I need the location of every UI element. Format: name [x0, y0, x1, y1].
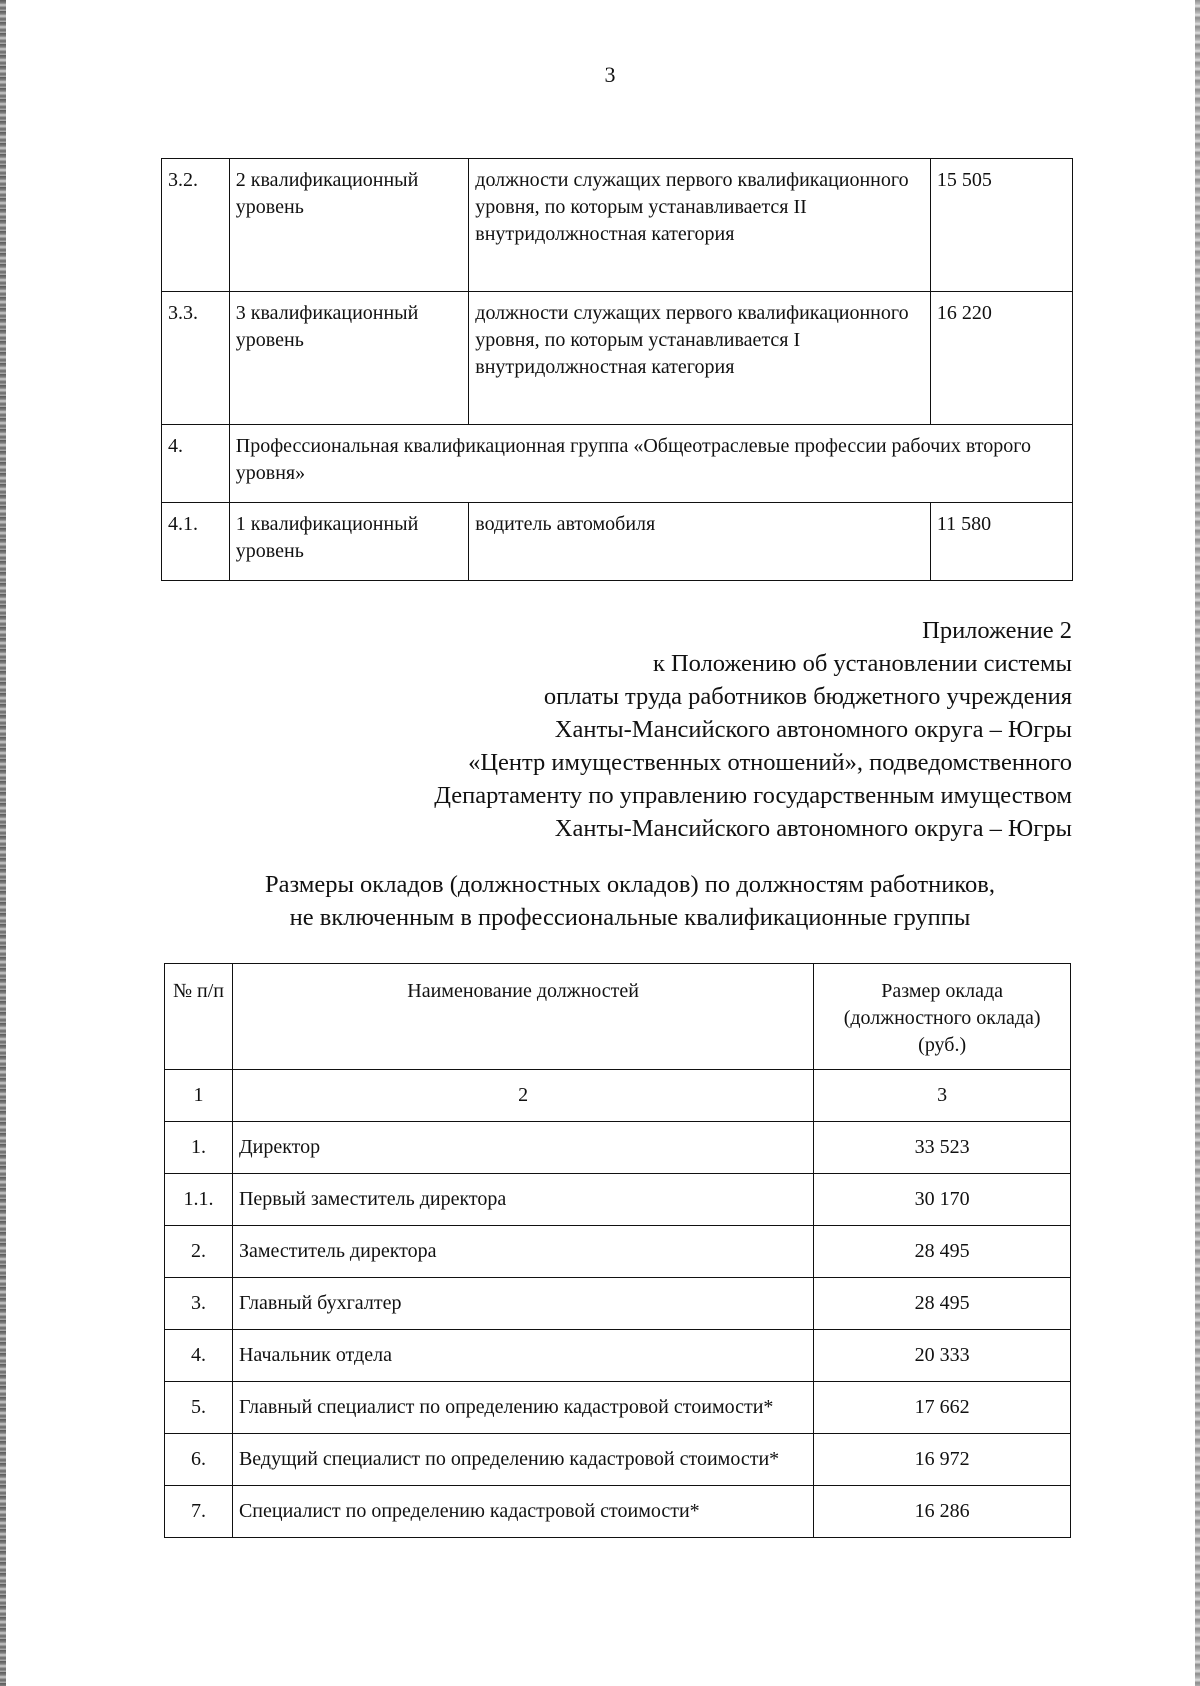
table-row	[162, 292, 1073, 425]
table-row	[165, 1174, 1071, 1226]
table-row	[165, 1382, 1071, 1434]
table-row	[165, 1122, 1071, 1174]
salary-value: 15 505	[930, 159, 1072, 292]
page-number: 3	[604, 62, 616, 87]
row-number: 4.	[162, 425, 230, 503]
table-row	[165, 1486, 1071, 1538]
salary-value: 16 220	[930, 292, 1072, 425]
row-number: 7.	[165, 1486, 233, 1538]
qualification-table	[161, 158, 1073, 581]
column-numbers-row	[165, 1070, 1071, 1122]
salary-value: 16 972	[814, 1434, 1071, 1486]
salary-value: 20 333	[814, 1330, 1071, 1382]
row-number: 4.	[165, 1330, 233, 1382]
table-row	[165, 1330, 1071, 1382]
row-number: 1.1.	[165, 1174, 233, 1226]
position-name: Специалист по определению кадастровой стоимости*	[232, 1486, 813, 1538]
position-name: Заместитель директора	[232, 1226, 813, 1278]
position-name: Ведущий специалист по определению кадастровой стоимости*	[232, 1434, 813, 1486]
table-row	[162, 503, 1073, 581]
appendix-header	[300, 614, 1072, 845]
salary-value: 30 170	[814, 1174, 1071, 1226]
appendix-line: Приложение 2	[922, 617, 1072, 644]
salary-value: 28 495	[814, 1278, 1071, 1330]
appendix-line: Департаменту по управлению государственным имуществом	[434, 782, 1072, 809]
header-salary: Размер оклада (должностного оклада) (руб.)	[814, 964, 1071, 1070]
header-row	[165, 964, 1071, 1070]
row-number: 4.1.	[162, 503, 230, 581]
position-description: должности служащих первого квалификационного уровня, по которым устанавливается I внутридолжностная категория	[469, 292, 931, 425]
salary-value: 17 662	[814, 1382, 1071, 1434]
position-name: Главный бухгалтер	[232, 1278, 813, 1330]
position-name: Начальник отдела	[232, 1330, 813, 1382]
salary-value: 28 495	[814, 1226, 1071, 1278]
row-number: 3.2.	[162, 159, 230, 292]
row-number: 2.	[165, 1226, 233, 1278]
position-description: водитель автомобиля	[469, 503, 931, 581]
header-number: № п/п	[165, 964, 233, 1070]
position-name: Главный специалист по определению кадастровой стоимости*	[232, 1382, 813, 1434]
appendix-line: оплаты труда работников бюджетного учреждения	[543, 683, 1072, 710]
scan-edge-left	[0, 0, 6, 1686]
column-number: 2	[232, 1070, 813, 1122]
title-line: не включенным в профессиональные квалификационные группы	[289, 904, 971, 931]
document-title	[180, 868, 1080, 934]
column-number: 1	[165, 1070, 233, 1122]
qualification-level: 3 квалификационный уровень	[229, 292, 468, 425]
table-row	[165, 1434, 1071, 1486]
table-row	[165, 1278, 1071, 1330]
table-row	[162, 159, 1073, 292]
row-number: 3.	[165, 1278, 233, 1330]
column-number: 3	[814, 1070, 1071, 1122]
position-name: Директор	[232, 1122, 813, 1174]
appendix-line: «Центр имущественных отношений», подведомственного	[468, 749, 1072, 776]
header-position: Наименование должностей	[232, 964, 813, 1070]
scan-edge-right	[1195, 0, 1200, 1686]
salary-value: 33 523	[814, 1122, 1071, 1174]
row-number: 5.	[165, 1382, 233, 1434]
qualification-level: 1 квалификационный уровень	[229, 503, 468, 581]
row-number: 3.3.	[162, 292, 230, 425]
row-number: 1.	[165, 1122, 233, 1174]
group-title: Профессиональная квалификационная группа «Общеотраслевые профессии рабочих второго уровня»	[229, 425, 1072, 503]
title-line: Размеры окладов (должностных окладов) по должностям работников,	[265, 871, 995, 898]
appendix-line: Ханты-Мансийского автономного округа – Югры	[554, 716, 1072, 743]
row-number: 6.	[165, 1434, 233, 1486]
position-description: должности служащих первого квалификационного уровня, по которым устанавливается II внутридолжностная категория	[469, 159, 931, 292]
qualification-level: 2 квалификационный уровень	[229, 159, 468, 292]
salary-value: 11 580	[930, 503, 1072, 581]
group-row	[162, 425, 1073, 503]
salary-table	[164, 963, 1071, 1538]
salary-value: 16 286	[814, 1486, 1071, 1538]
appendix-line: Ханты-Мансийского автономного округа – Югры	[554, 815, 1072, 842]
table-row	[165, 1226, 1071, 1278]
appendix-line: к Положению об установлении системы	[652, 650, 1072, 677]
position-name: Первый заместитель директора	[232, 1174, 813, 1226]
